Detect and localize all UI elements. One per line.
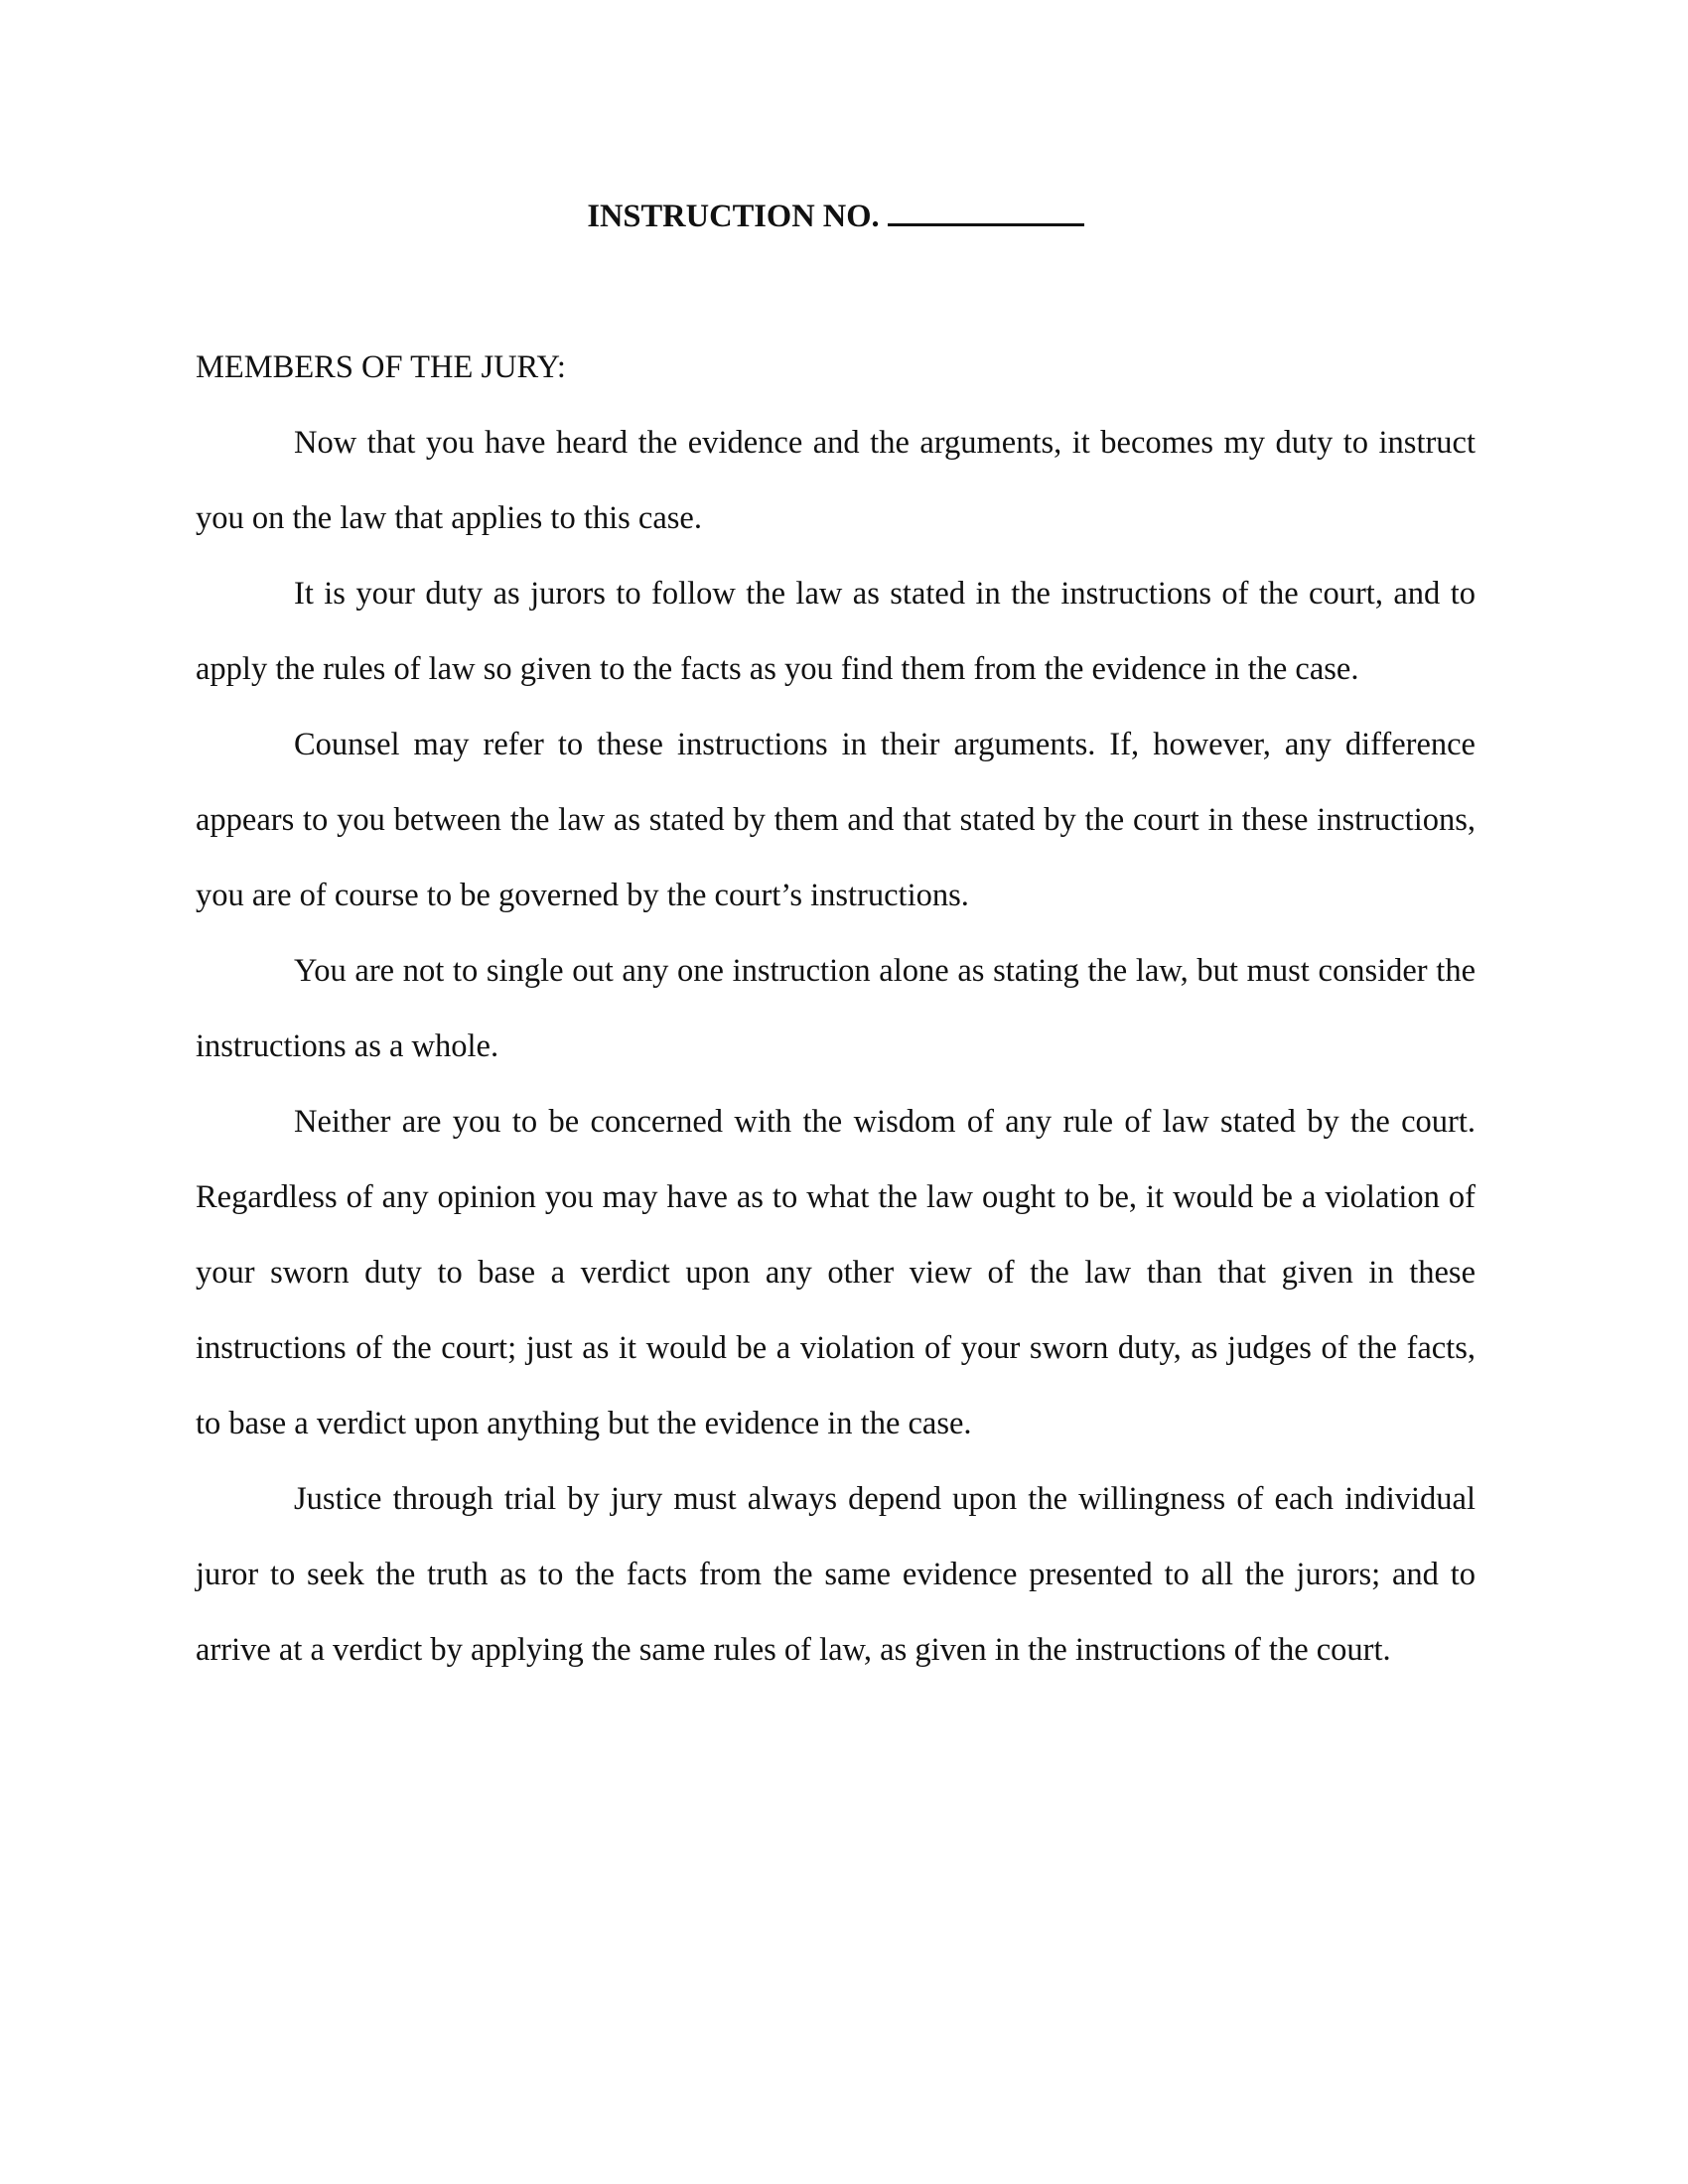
paragraph: Justice through trial by jury must always depend upon the willingness of each individual juror to seek the truth as to the facts from the same evidence presented to all the jurors; and to arrive at a verdict by applying the same rules of law, as given in the instructions of the court. xyxy=(196,1481,1476,1668)
instruction-number-blank xyxy=(888,202,1084,226)
paragraph: Now that you have heard the evidence and the arguments, it becomes my duty to instruct you on the law that applies to this case. xyxy=(196,425,1476,536)
instruction-title xyxy=(196,179,1476,254)
paragraph: You are not to single out any one instruction alone as stating the law, but must consider the instructions as a whole. xyxy=(196,953,1476,1064)
document-page xyxy=(196,179,1476,1688)
paragraph: Counsel may refer to these instructions in their arguments. If, however, any difference appears to you between the law as stated by them and that stated by the court in these instructions, you are of course to be governed by the court’s instructions. xyxy=(196,727,1476,913)
salutation: MEMBERS OF THE JURY: xyxy=(196,349,566,385)
paragraph: Neither are you to be concerned with the wisdom of any rule of law stated by the court. Regardless of any opinion you may have as to what the law ought to be, it would be a violation of your sworn duty to base a verdict upon any other view of the law than that given in these instructions of the court; just as it would be a violation of your sworn duty, as judges of the facts, to base a verdict upon anything but the evidence in the case. xyxy=(196,1104,1476,1441)
title-text: INSTRUCTION NO. xyxy=(587,199,880,234)
paragraph: It is your duty as jurors to follow the law as stated in the instructions of the court, and to apply the rules of law so given to the facts as you find them from the evidence in the case. xyxy=(196,576,1476,687)
